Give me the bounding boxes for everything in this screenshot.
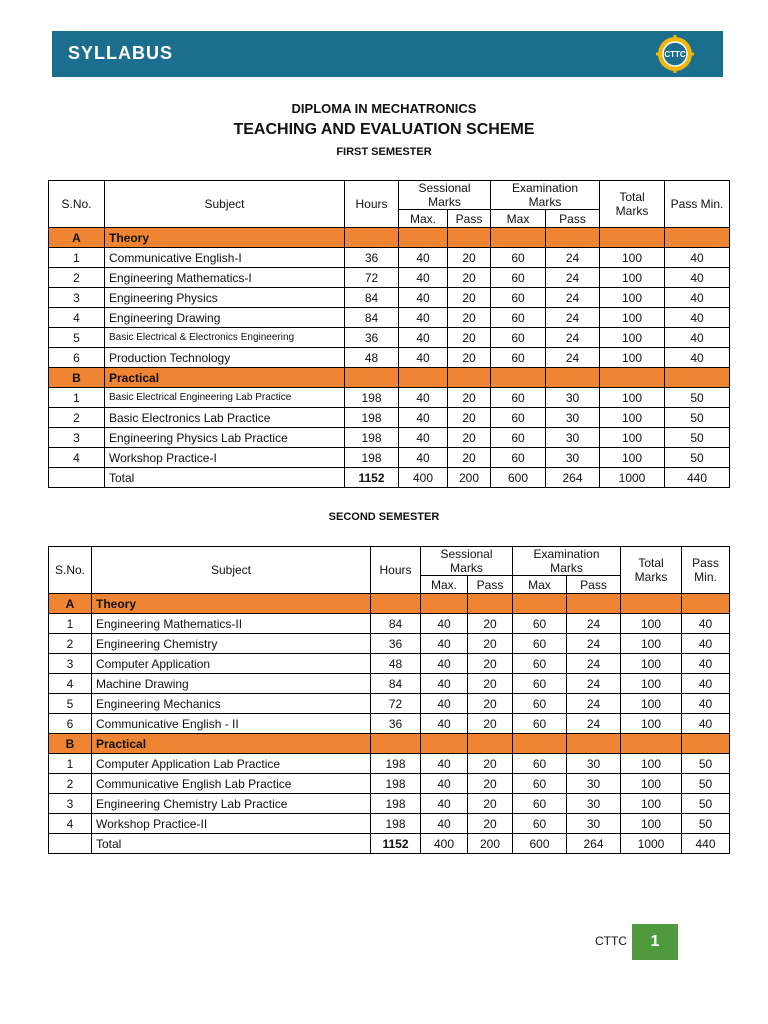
theory-row — [49, 614, 730, 634]
table-cell: 40 — [421, 654, 468, 674]
table-cell: 20 — [448, 448, 491, 468]
subject-cell: Engineering Drawing — [105, 308, 345, 328]
empty-cell — [345, 228, 399, 248]
table-cell: 24 — [567, 614, 621, 634]
table-cell: 24 — [567, 694, 621, 714]
subject-cell: Basic Electrical Engineering Lab Practice — [105, 388, 345, 408]
table-cell: 100 — [600, 288, 665, 308]
table-header-row — [49, 181, 730, 210]
table-cell: 60 — [513, 654, 567, 674]
table-cell: 198 — [345, 428, 399, 448]
table-cell: 20 — [468, 814, 513, 834]
table-cell: 1 — [49, 614, 92, 634]
table-cell: 36 — [371, 634, 421, 654]
table-cell: 24 — [567, 634, 621, 654]
header-pass-min: Pass Min. — [665, 181, 730, 228]
table-cell: 40 — [421, 634, 468, 654]
header-hours: Hours — [371, 547, 421, 594]
table-cell: 60 — [491, 268, 546, 288]
table-cell: 3 — [49, 428, 105, 448]
subject-cell: Machine Drawing — [92, 674, 371, 694]
table-cell: 6 — [49, 714, 92, 734]
table-cell: 2 — [49, 774, 92, 794]
table-cell: 40 — [421, 714, 468, 734]
table-cell: 30 — [546, 408, 600, 428]
empty-cell — [399, 228, 448, 248]
table-cell: 40 — [421, 614, 468, 634]
table-cell: 60 — [491, 288, 546, 308]
section-code: A — [49, 228, 105, 248]
table-cell: 60 — [491, 308, 546, 328]
table-cell: 36 — [371, 714, 421, 734]
total-row — [49, 834, 730, 854]
total-label: Total — [92, 834, 371, 854]
practical-section-row — [49, 734, 730, 754]
total-cell: 440 — [665, 468, 730, 488]
header-hours: Hours — [345, 181, 399, 228]
table-cell: 24 — [546, 308, 600, 328]
table-cell: 100 — [600, 308, 665, 328]
empty-cell — [513, 594, 567, 614]
table-cell: 24 — [546, 268, 600, 288]
table-cell: 198 — [345, 448, 399, 468]
table-cell: 60 — [513, 674, 567, 694]
footer-org: CTTC — [595, 934, 627, 948]
table-cell: 100 — [621, 774, 682, 794]
theory-row — [49, 694, 730, 714]
header-sessional-marks: Sessional Marks — [421, 547, 513, 576]
empty-cell — [600, 228, 665, 248]
table-cell: 20 — [448, 248, 491, 268]
table-cell: 50 — [665, 388, 730, 408]
empty-cell — [448, 228, 491, 248]
table-cell: 20 — [468, 694, 513, 714]
table-cell: 20 — [448, 428, 491, 448]
table-cell: 20 — [468, 634, 513, 654]
table-cell: 60 — [513, 694, 567, 714]
theory-row — [49, 288, 730, 308]
table-cell: 4 — [49, 448, 105, 468]
table-cell: 20 — [468, 794, 513, 814]
section-label: Practical — [92, 734, 371, 754]
header-total-marks: Total Marks — [621, 547, 682, 594]
table-cell: 60 — [491, 448, 546, 468]
total-cell: 440 — [682, 834, 730, 854]
table-cell: 20 — [468, 654, 513, 674]
table-cell: 198 — [371, 754, 421, 774]
theory-row — [49, 328, 730, 348]
total-cell — [49, 468, 105, 488]
total-row — [49, 468, 730, 488]
table-cell: 20 — [448, 308, 491, 328]
practical-row — [49, 388, 730, 408]
subject-cell: Engineering Mathematics-II — [92, 614, 371, 634]
total-cell: 400 — [421, 834, 468, 854]
header-sessional-pass: Pass — [448, 210, 491, 228]
table-cell: 6 — [49, 348, 105, 368]
table-cell: 60 — [491, 408, 546, 428]
table-cell: 40 — [399, 268, 448, 288]
empty-cell — [468, 594, 513, 614]
table-cell: 84 — [345, 308, 399, 328]
practical-row — [49, 754, 730, 774]
header-sno: S.No. — [49, 181, 105, 228]
total-cell: 264 — [546, 468, 600, 488]
table-cell: 100 — [600, 428, 665, 448]
table-cell: 60 — [513, 794, 567, 814]
header-pass-min: Pass Min. — [682, 547, 730, 594]
table-cell: 60 — [513, 614, 567, 634]
first-semester-title: FIRST SEMESTER — [336, 146, 432, 158]
subject-cell: Workshop Practice-I — [105, 448, 345, 468]
header-sessional-pass: Pass — [468, 576, 513, 594]
table-cell: 4 — [49, 308, 105, 328]
empty-cell — [665, 228, 730, 248]
table-cell: 40 — [682, 654, 730, 674]
table-cell: 84 — [371, 614, 421, 634]
total-cell: 600 — [491, 468, 546, 488]
table-cell: 2 — [49, 268, 105, 288]
section-code: B — [49, 368, 105, 388]
table-cell: 100 — [600, 408, 665, 428]
table-cell: 20 — [468, 774, 513, 794]
table-cell: 1 — [49, 388, 105, 408]
empty-cell — [546, 228, 600, 248]
total-cell: 264 — [567, 834, 621, 854]
empty-cell — [491, 228, 546, 248]
header-subject: Subject — [92, 547, 371, 594]
header-exam-pass: Pass — [546, 210, 600, 228]
empty-cell — [600, 368, 665, 388]
empty-cell — [468, 734, 513, 754]
table-cell: 30 — [567, 794, 621, 814]
subject-cell: Computer Application — [92, 654, 371, 674]
table-cell: 100 — [621, 794, 682, 814]
table-cell: 100 — [621, 674, 682, 694]
table-cell: 24 — [546, 248, 600, 268]
table-cell: 40 — [421, 694, 468, 714]
table-cell: 20 — [468, 754, 513, 774]
subject-cell: Production Technology — [105, 348, 345, 368]
table-cell: 20 — [448, 328, 491, 348]
subject-cell: Communicative English - II — [92, 714, 371, 734]
table-cell: 100 — [621, 694, 682, 714]
table-cell: 20 — [448, 288, 491, 308]
empty-cell — [621, 594, 682, 614]
total-cell: 1152 — [345, 468, 399, 488]
table-cell: 5 — [49, 328, 105, 348]
table-cell: 100 — [621, 654, 682, 674]
table-cell: 100 — [621, 754, 682, 774]
table-cell: 40 — [421, 814, 468, 834]
header-sessional-max: Max. — [399, 210, 448, 228]
table-cell: 72 — [371, 694, 421, 714]
table-cell: 40 — [665, 328, 730, 348]
scheme-title: TEACHING AND EVALUATION SCHEME — [233, 121, 535, 138]
table-cell: 24 — [567, 654, 621, 674]
table-cell: 40 — [421, 794, 468, 814]
table-cell: 100 — [621, 814, 682, 834]
second-semester-table — [48, 546, 730, 854]
table-cell: 60 — [491, 428, 546, 448]
table-cell: 20 — [468, 714, 513, 734]
theory-section-row — [49, 228, 730, 248]
empty-cell — [345, 368, 399, 388]
table-cell: 40 — [421, 754, 468, 774]
section-label: Theory — [92, 594, 371, 614]
table-cell: 50 — [682, 814, 730, 834]
table-cell: 100 — [621, 634, 682, 654]
table-cell: 40 — [682, 694, 730, 714]
banner-title: SYLLABUS — [68, 43, 174, 63]
subject-cell: Engineering Physics Lab Practice — [105, 428, 345, 448]
table-cell: 2 — [49, 408, 105, 428]
table-cell: 48 — [371, 654, 421, 674]
table-cell: 24 — [546, 328, 600, 348]
table-cell: 84 — [371, 674, 421, 694]
table-cell: 40 — [665, 308, 730, 328]
table-cell: 40 — [682, 614, 730, 634]
total-cell: 200 — [468, 834, 513, 854]
empty-cell — [491, 368, 546, 388]
section-label: Practical — [105, 368, 345, 388]
table-cell: 60 — [491, 248, 546, 268]
empty-cell — [682, 734, 730, 754]
theory-row — [49, 308, 730, 328]
header-subject: Subject — [105, 181, 345, 228]
table-header-row — [49, 547, 730, 576]
practical-row — [49, 408, 730, 428]
table-cell: 50 — [665, 448, 730, 468]
table-cell: 198 — [371, 774, 421, 794]
second-semester-title: SECOND SEMESTER — [328, 511, 440, 523]
empty-cell — [546, 368, 600, 388]
total-cell — [49, 834, 92, 854]
subject-cell: Communicative English Lab Practice — [92, 774, 371, 794]
table-cell: 50 — [682, 754, 730, 774]
theory-row — [49, 674, 730, 694]
table-cell: 198 — [371, 814, 421, 834]
program-title: DIPLOMA IN MECHATRONICS — [291, 101, 477, 116]
table-cell: 20 — [448, 348, 491, 368]
total-cell: 1000 — [600, 468, 665, 488]
table-cell: 72 — [345, 268, 399, 288]
table-cell: 60 — [513, 774, 567, 794]
table-cell: 3 — [49, 288, 105, 308]
table-cell: 40 — [399, 308, 448, 328]
table-cell: 36 — [345, 328, 399, 348]
table-cell: 50 — [665, 408, 730, 428]
total-label: Total — [105, 468, 345, 488]
table-cell: 24 — [546, 348, 600, 368]
table-cell: 40 — [665, 248, 730, 268]
theory-row — [49, 268, 730, 288]
table-cell: 2 — [49, 634, 92, 654]
theory-row — [49, 714, 730, 734]
header-total-marks: Total Marks — [600, 181, 665, 228]
empty-cell — [513, 734, 567, 754]
header-exam-pass: Pass — [567, 576, 621, 594]
table-cell: 50 — [682, 794, 730, 814]
table-cell: 48 — [345, 348, 399, 368]
table-cell: 30 — [546, 388, 600, 408]
table-cell: 100 — [600, 328, 665, 348]
table-cell: 4 — [49, 674, 92, 694]
table-cell: 24 — [567, 674, 621, 694]
empty-cell — [371, 594, 421, 614]
table-cell: 30 — [567, 754, 621, 774]
empty-cell — [371, 734, 421, 754]
subject-cell: Engineering Chemistry — [92, 634, 371, 654]
subject-cell: Engineering Chemistry Lab Practice — [92, 794, 371, 814]
subject-cell: Engineering Mechanics — [92, 694, 371, 714]
practical-row — [49, 794, 730, 814]
empty-cell — [399, 368, 448, 388]
table-cell: 40 — [682, 634, 730, 654]
subject-cell: Basic Electrical & Electronics Engineering — [105, 328, 345, 348]
header-exam-max: Max — [513, 576, 567, 594]
empty-cell — [421, 734, 468, 754]
practical-row — [49, 448, 730, 468]
table-cell: 198 — [345, 408, 399, 428]
total-cell: 400 — [399, 468, 448, 488]
header-sno: S.No. — [49, 547, 92, 594]
table-cell: 40 — [399, 288, 448, 308]
empty-cell — [682, 594, 730, 614]
header-banner — [52, 31, 723, 77]
section-code: B — [49, 734, 92, 754]
table-cell: 40 — [665, 268, 730, 288]
practical-section-row — [49, 368, 730, 388]
table-cell: 30 — [546, 428, 600, 448]
practical-row — [49, 428, 730, 448]
subject-cell: Computer Application Lab Practice — [92, 754, 371, 774]
table-cell: 100 — [600, 448, 665, 468]
table-cell: 100 — [600, 388, 665, 408]
table-cell: 40 — [399, 328, 448, 348]
table-cell: 3 — [49, 654, 92, 674]
section-label: Theory — [105, 228, 345, 248]
table-cell: 60 — [513, 714, 567, 734]
empty-cell — [448, 368, 491, 388]
table-cell: 100 — [600, 348, 665, 368]
cttc-logo-icon — [653, 35, 697, 73]
table-cell: 60 — [491, 328, 546, 348]
table-cell: 60 — [513, 634, 567, 654]
theory-row — [49, 348, 730, 368]
cttc-logo-text: CTTC — [664, 50, 686, 59]
table-cell: 60 — [513, 754, 567, 774]
subject-cell: Engineering Mathematics-I — [105, 268, 345, 288]
table-cell: 198 — [371, 794, 421, 814]
table-cell: 40 — [682, 714, 730, 734]
table-cell: 60 — [491, 388, 546, 408]
theory-row — [49, 654, 730, 674]
subject-cell: Communicative English-I — [105, 248, 345, 268]
table-cell: 40 — [399, 428, 448, 448]
practical-row — [49, 814, 730, 834]
table-cell: 40 — [399, 388, 448, 408]
header-exam-max: Max — [491, 210, 546, 228]
table-cell: 40 — [421, 674, 468, 694]
table-cell: 40 — [399, 448, 448, 468]
table-cell: 24 — [546, 288, 600, 308]
table-cell: 30 — [546, 448, 600, 468]
table-cell: 30 — [567, 774, 621, 794]
header-examination-marks: Examination Marks — [513, 547, 621, 576]
empty-cell — [567, 734, 621, 754]
empty-cell — [621, 734, 682, 754]
subject-cell: Engineering Physics — [105, 288, 345, 308]
page-number: 1 — [632, 924, 678, 960]
table-cell: 100 — [621, 614, 682, 634]
table-cell: 20 — [448, 268, 491, 288]
table-cell: 60 — [513, 814, 567, 834]
header-examination-marks: Examination Marks — [491, 181, 600, 210]
table-cell: 24 — [567, 714, 621, 734]
theory-section-row — [49, 594, 730, 614]
table-cell: 50 — [682, 774, 730, 794]
table-cell: 5 — [49, 694, 92, 714]
empty-cell — [567, 594, 621, 614]
table-cell: 40 — [399, 348, 448, 368]
total-cell: 1000 — [621, 834, 682, 854]
table-cell: 4 — [49, 814, 92, 834]
table-cell: 100 — [600, 248, 665, 268]
subject-cell: Basic Electronics Lab Practice — [105, 408, 345, 428]
table-cell: 60 — [491, 348, 546, 368]
table-cell: 3 — [49, 794, 92, 814]
total-cell: 600 — [513, 834, 567, 854]
empty-cell — [665, 368, 730, 388]
table-cell: 1 — [49, 248, 105, 268]
table-cell: 20 — [448, 408, 491, 428]
table-cell: 40 — [399, 248, 448, 268]
table-cell: 100 — [600, 268, 665, 288]
practical-row — [49, 774, 730, 794]
total-cell: 1152 — [371, 834, 421, 854]
table-cell: 84 — [345, 288, 399, 308]
table-cell: 40 — [665, 348, 730, 368]
table-cell: 20 — [468, 674, 513, 694]
header-sessional-marks: Sessional Marks — [399, 181, 491, 210]
table-cell: 40 — [421, 774, 468, 794]
table-cell: 40 — [399, 408, 448, 428]
total-cell: 200 — [448, 468, 491, 488]
table-cell: 40 — [665, 288, 730, 308]
section-code: A — [49, 594, 92, 614]
theory-row — [49, 634, 730, 654]
table-cell: 40 — [682, 674, 730, 694]
table-cell: 20 — [448, 388, 491, 408]
first-semester-table — [48, 180, 730, 488]
table-cell: 30 — [567, 814, 621, 834]
empty-cell — [421, 594, 468, 614]
table-cell: 20 — [468, 614, 513, 634]
theory-row — [49, 248, 730, 268]
table-cell: 100 — [621, 714, 682, 734]
table-cell: 1 — [49, 754, 92, 774]
header-sessional-max: Max. — [421, 576, 468, 594]
table-cell: 50 — [665, 428, 730, 448]
table-cell: 198 — [345, 388, 399, 408]
table-cell: 36 — [345, 248, 399, 268]
subject-cell: Workshop Practice-II — [92, 814, 371, 834]
